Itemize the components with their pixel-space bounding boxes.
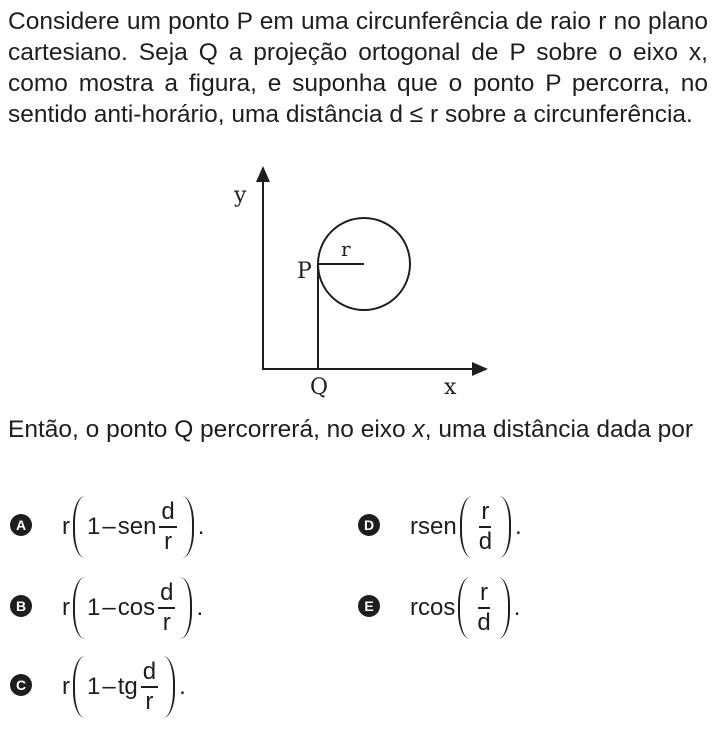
option-b-end: . [196,594,204,621]
right-paren [163,656,175,718]
option-b-func: cos [117,594,156,621]
option-d[interactable] [358,492,698,562]
option-d-denominator: d [478,528,493,555]
question-before: Então, o ponto Q percorrerá, no eixo [8,416,413,443]
option-b[interactable] [10,573,330,643]
point-q-label: Q [310,375,329,400]
option-c-expression [62,652,186,722]
option-c-denominator: r [145,688,154,715]
option-a-badge: A [10,514,32,536]
intro-paragraph: Considere um ponto P em uma circunferência de raio r no plano cartesiano. Seja Q a projeção ortogonal de P sobre o eixo x, como mostra a figura, e suponha que o ponto P percorra, no sentido anti-horário, uma distância d ≤ r sobre a circunferência. [8,8,708,128]
option-e-prefix: rcos [410,594,456,621]
option-b-expression [62,573,203,643]
option-c-coef: r [62,673,70,700]
option-b-denominator: r [162,609,171,636]
question-text [8,414,708,445]
option-a-func: sen [117,513,157,540]
option-b-numerator: d [158,579,175,609]
option-c-func: tg [117,673,138,700]
point-p-label: P [297,259,312,284]
option-c-badge: C [10,674,32,696]
question-variable: x [412,416,425,443]
option-e-numerator: r [478,579,490,609]
option-c-numerator: d [141,658,158,688]
question-after: , uma distância dada por [424,416,694,443]
option-a-denominator: r [164,528,173,555]
option-c-one: 1 [87,673,101,700]
option-e-fraction [475,579,492,637]
left-paren [73,577,85,639]
y-axis-arrow [256,166,270,182]
option-e-end: . [513,594,521,621]
left-paren [73,656,85,718]
option-a[interactable] [10,492,330,562]
option-c-end: . [179,673,186,700]
x-axis-label: x [444,375,457,400]
option-e-expression [410,573,520,643]
left-paren [73,496,85,558]
option-a-numerator: d [159,498,176,528]
option-a-one: 1 [87,513,101,540]
circle-figure [218,158,508,402]
option-e[interactable] [358,573,698,643]
option-e-badge: E [358,595,380,617]
option-d-fraction [477,498,494,556]
option-a-minus: – [102,513,116,540]
option-a-fraction [159,498,176,556]
radius-label: r [341,237,351,261]
option-b-one: 1 [87,594,101,621]
option-a-coef: r [62,513,70,540]
option-b-fraction [158,579,175,637]
y-axis-label: y [234,183,247,208]
option-b-minus: – [102,594,116,621]
right-paren [182,496,194,558]
option-d-prefix: rsen [410,513,457,540]
option-b-badge: B [10,595,32,617]
option-a-expression [62,492,204,562]
option-d-numerator: r [479,498,491,528]
option-c-minus: – [102,673,116,700]
option-e-denominator: d [477,609,491,636]
option-a-end: . [197,513,205,540]
option-d-end: . [515,513,522,540]
option-d-expression [410,492,522,562]
x-axis-arrow [472,362,488,376]
right-paren [499,496,511,558]
option-c-fraction [141,658,158,716]
left-paren [460,496,472,558]
option-c[interactable] [10,652,330,722]
right-paren [180,577,192,639]
right-paren [498,577,510,639]
option-d-badge: D [358,514,380,536]
left-paren [458,577,470,639]
option-b-coef: r [62,594,70,621]
